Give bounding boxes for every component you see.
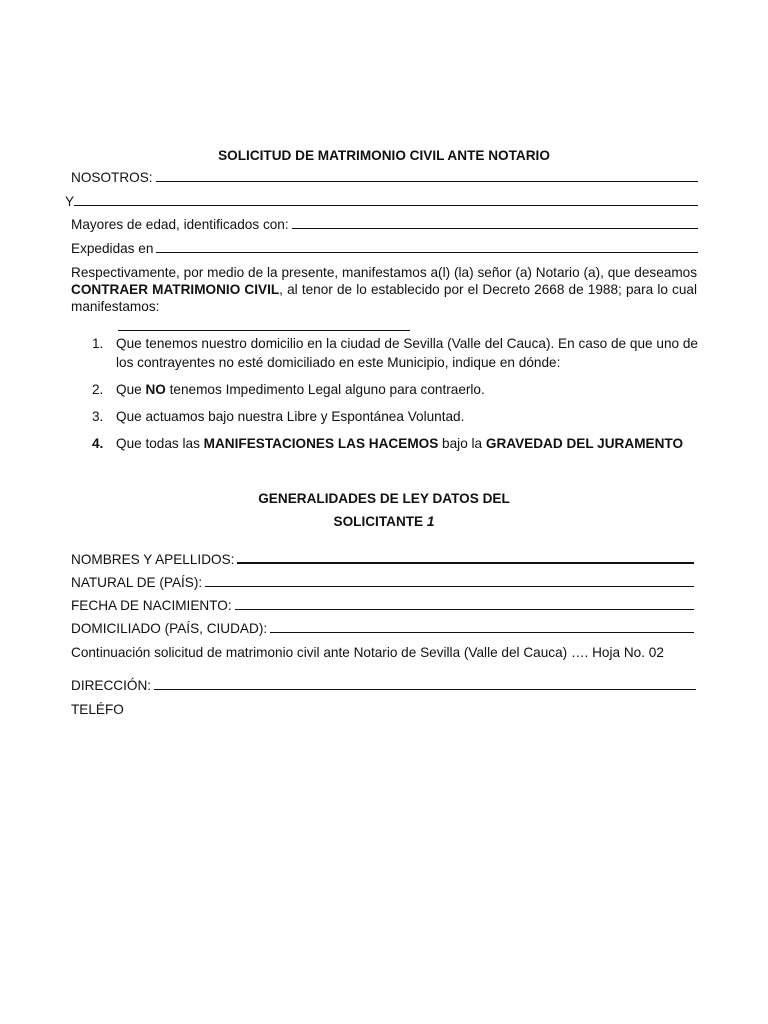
direccion-row <box>71 678 696 693</box>
domiciliado-label: DOMICILIADO (PAÍS, CIUDAD): <box>71 621 268 636</box>
item-text-bold: NO <box>145 382 166 397</box>
y-row <box>65 194 698 209</box>
item-number: 1. <box>92 336 104 351</box>
y-field-line[interactable] <box>74 205 698 206</box>
continuation-note <box>71 645 698 660</box>
mayores-row <box>71 217 698 232</box>
list-item-2 <box>92 380 698 399</box>
telefono-label: TELÉFO <box>71 702 124 717</box>
fecha-label: FECHA DE NACIMIENTO: <box>71 598 232 613</box>
identificacion-field-line[interactable] <box>292 228 698 229</box>
intro-text-1: Respectivamente, por medio de la presente, manifestamos a(l) (la) señor (a) Notario (a), que deseamos <box>71 265 697 280</box>
intro-paragraph <box>71 264 697 315</box>
section2-title-number: 1 <box>426 514 435 529</box>
section2-title-text: SOLICITANTE <box>333 514 427 529</box>
item-text-pre: Que todas las <box>116 436 204 451</box>
item-text-mid: bajo la <box>438 436 486 451</box>
nosotros-field-line[interactable] <box>156 181 698 182</box>
y-label: Y <box>65 194 75 209</box>
item-text-bold-2: GRAVEDAD DEL JURAMENTO <box>485 436 684 451</box>
fecha-row <box>71 598 694 613</box>
continuation-text: Continuación solicitud de matrimonio civil ante Notario de Sevilla (Valle del Cauca) …. Hoja No. 02 <box>71 645 664 660</box>
domiciliado-row <box>71 621 694 636</box>
document-title: SOLICITUD DE MATRIMONIO CIVIL ANTE NOTARIO <box>218 148 550 163</box>
list-item-3 <box>92 407 698 426</box>
nosotros-row <box>71 170 698 185</box>
section2-title-line1: GENERALIDADES DE LEY DATOS DEL <box>258 491 510 506</box>
mayores-label: Mayores de edad, identificados con: <box>71 217 289 232</box>
natural-row <box>71 575 694 590</box>
item-number: 3. <box>92 409 104 424</box>
domiciliado-field-line[interactable] <box>270 632 694 633</box>
list-item-1 <box>92 334 698 372</box>
intro-bold: CONTRAER MATRIMONIO CIVIL <box>71 282 280 297</box>
expedidas-label: Expedidas en <box>71 241 154 256</box>
nombres-label: NOMBRES Y APELLIDOS: <box>71 552 235 567</box>
item-text <box>116 434 698 453</box>
direccion-field-line[interactable] <box>154 689 696 690</box>
item-text <box>116 380 698 399</box>
item-number: 4. <box>92 436 104 451</box>
natural-label: NATURAL DE (PAÍS): <box>71 575 203 590</box>
expedidas-row <box>71 241 698 256</box>
item-text: Que actuamos bajo nuestra Libre y Espontánea Voluntad. <box>116 409 465 424</box>
item-text-post: tenemos Impedimento Legal alguno para contraerlo. <box>165 382 485 397</box>
expedidas-field-line[interactable] <box>156 252 698 253</box>
section2-title-line2 <box>0 514 768 529</box>
direccion-label: DIRECCIÓN: <box>71 678 152 693</box>
telefono-row <box>71 702 371 717</box>
fecha-field-line[interactable] <box>235 609 694 610</box>
manifestamos-blank-line[interactable] <box>118 330 410 331</box>
natural-field-line[interactable] <box>205 586 694 587</box>
item-text-bold-1: MANIFESTACIONES LAS HACEMOS <box>203 436 439 451</box>
list-item-4 <box>92 434 698 453</box>
item-text-pre: Que <box>116 382 146 397</box>
item-number: 2. <box>92 382 104 397</box>
intro-text-2: , al tenor de lo establecido por el Decreto 2668 de 1988; para lo cual manifestamos: <box>71 282 697 314</box>
nombres-field-line[interactable] <box>237 562 694 564</box>
nosotros-label: NOSOTROS: <box>71 170 153 185</box>
nombres-row <box>71 552 694 567</box>
item-text: Que tenemos nuestro domicilio en la ciudad de Sevilla (Valle del Cauca). En caso de que uno de los contrayentes no esté domiciliado en este Municipio, indique en dónde: <box>116 336 698 370</box>
